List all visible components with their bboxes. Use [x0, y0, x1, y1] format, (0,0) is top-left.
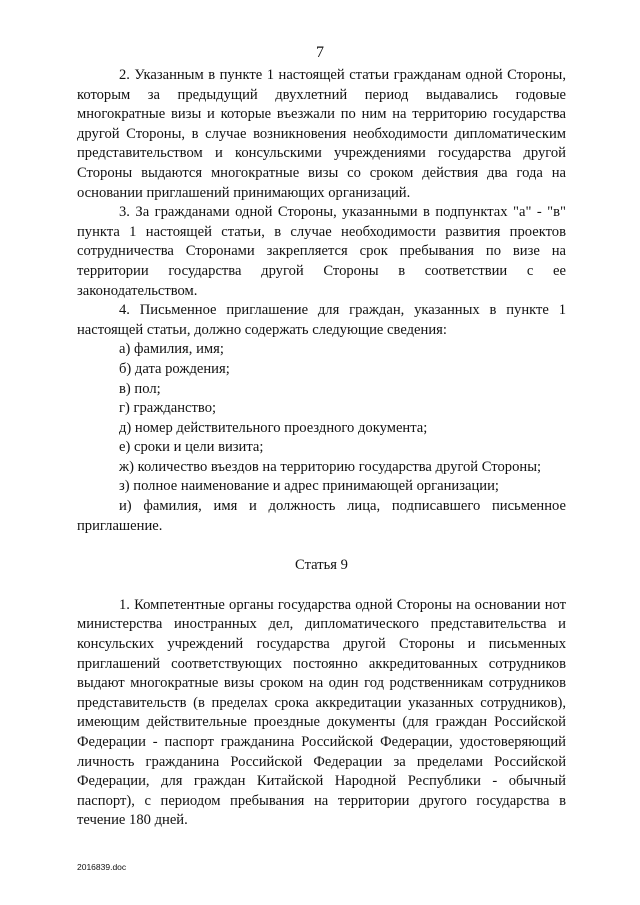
paragraph: 3. За гражданами одной Стороны, указанными в подпунктах "а" - "в" пункта 1 настоящей статьи, в случае необходимости развития проектов сотрудничества Сторонами закрепляется срок пребывания по визе на территории государства другой Стороны в соответствии с ее законодательством. [77, 204, 566, 299]
list-item: и) фамилия, имя и должность лица, подписавшего письменное приглашение. [77, 498, 566, 534]
paragraph: 1. Компетентные органы государства одной Стороны на основании нот министерства иностранных дел, дипломатического представительства и консульских учреждений государства другой Стороны и письменных приглашений соответствующих постоянно аккредитованных сотрудников выдают многократные визы сроком на один год родственникам сотрудников представительств (в пределах срока аккредитации указанных сотрудников), имеющим действительные проездные документы (для граждан Российской Федерации - паспорт гражданина Российской Федерации, удостоверяющий личность гражданина Российской Федерации за пределами Российской Федерации, для граждан Китайской Народной Республики - обычный паспорт), с периодом пребывания на территории другого государства в течение 180 дней. [77, 596, 566, 829]
list-item: е) сроки и цели визита; [119, 439, 264, 456]
page-number: 7 [316, 44, 324, 61]
requirements-list [77, 340, 566, 536]
footer-filename: 2016839.doc [77, 862, 127, 872]
list-item: ж) количество въездов на территорию государства другой Стороны; [119, 458, 542, 475]
list-item: д) номер действительного проездного документа; [119, 419, 428, 436]
list-item: г) гражданство; [119, 400, 217, 417]
paragraph: 2. Указанным в пункте 1 настоящей статьи гражданам одной Стороны, которым за предыдущий двухлетний период выдавались годовые многократные визы и которые въезжали по ним на территорию государства другой Стороны, в случае возникновения необходимости дипломатическим представительством и консульскими учреждениями государства другой Стороны выдаются многократные визы со сроком действия два года на основании приглашений принимающих организаций. [77, 67, 566, 201]
paragraph: 4. Письменное приглашение для граждан, указанных в пункте 1 настоящей статьи, должно содержать следующие сведения: [77, 302, 566, 338]
list-item: з) полное наименование и адрес принимающей организации; [119, 478, 499, 495]
list-item: б) дата рождения; [119, 360, 230, 377]
list-item: в) пол; [119, 380, 161, 397]
list-item: а) фамилия, имя; [119, 341, 224, 358]
article-heading: Статья 9 [295, 557, 348, 574]
document-body [77, 66, 566, 831]
